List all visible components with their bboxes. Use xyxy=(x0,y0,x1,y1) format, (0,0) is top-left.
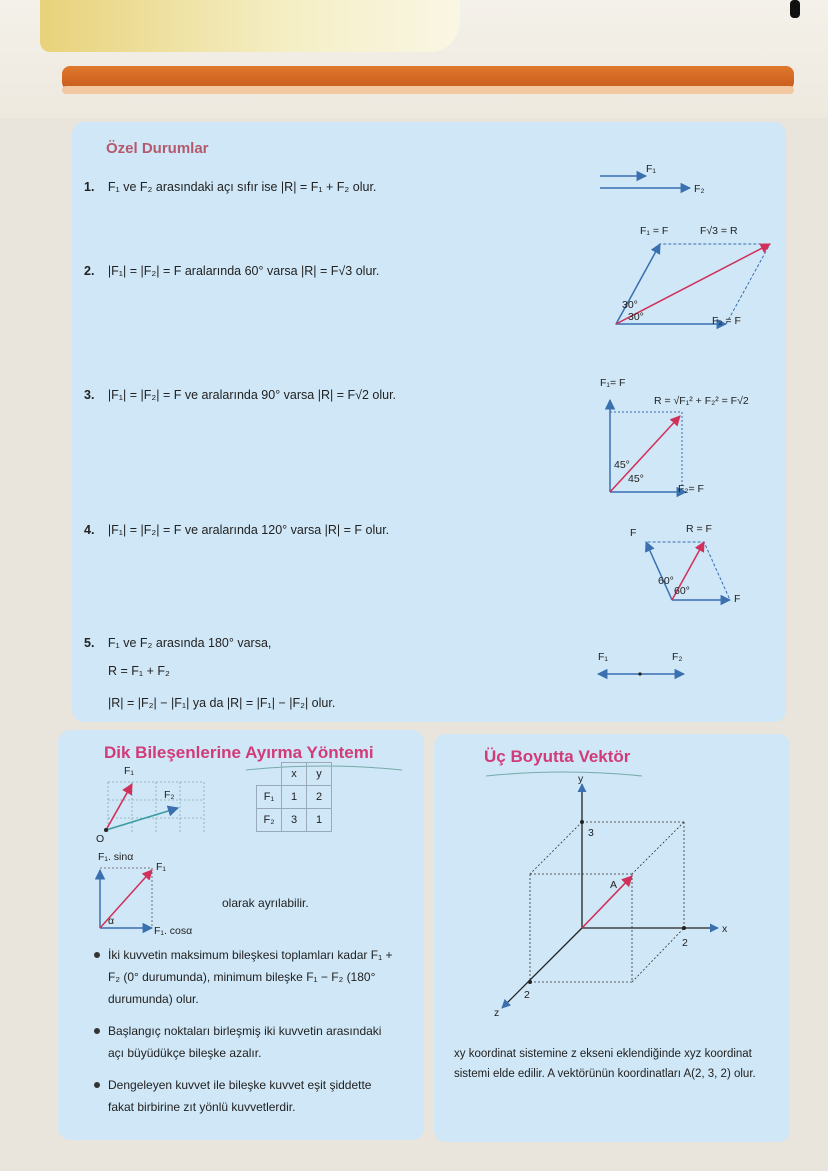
case-3 xyxy=(84,388,396,402)
d2-f1-label: F₁ = F xyxy=(640,225,669,237)
three-d-axes-diagram xyxy=(478,773,758,1019)
case-4-text: |F₁| = |F₂| = F ve aralarında 120° varsa |R| = F olur. xyxy=(107,523,390,537)
page-title: Özel Durumlar xyxy=(106,140,209,157)
binding-mark xyxy=(790,0,800,18)
table-cell: 2 xyxy=(307,786,332,809)
photo-header-decoration xyxy=(40,0,460,52)
axis-x-label: x xyxy=(722,923,728,935)
d1-f2-label: F₂ xyxy=(694,183,705,195)
table-cell: 1 xyxy=(307,809,332,832)
axis-y-label: y xyxy=(578,773,584,785)
grid-origin-label: O xyxy=(96,833,105,845)
diagram-180-degrees xyxy=(596,646,716,686)
d2-r-label: F√3 = R xyxy=(700,225,738,237)
case-5 xyxy=(84,636,271,650)
orange-header-stripe-shadow xyxy=(62,86,794,94)
case-5-text: F₁ ve F₂ arasında 180° varsa, xyxy=(107,636,272,650)
d2-angle-1: 30° xyxy=(622,299,638,311)
table-cell: F₂ xyxy=(257,809,282,832)
table-header-row xyxy=(257,763,332,786)
d4-f2-label: F xyxy=(734,593,741,605)
case-5-number: 5. xyxy=(84,636,95,650)
component-split-diagram xyxy=(94,850,244,940)
table-header-cell: x xyxy=(282,763,307,786)
diagram-same-direction xyxy=(596,162,766,202)
table-row xyxy=(257,809,332,832)
bullet-2: Başlangıç noktaları birleşmiş iki kuvvetin arasındaki açı büyüdükçe bileşke azalır. xyxy=(108,1020,400,1064)
table-row xyxy=(257,786,332,809)
d2-f2-label: F₂ = F xyxy=(712,315,741,327)
tick-z-label: 2 xyxy=(524,989,530,1001)
bullet-3: Dengeleyen kuvvet ile bileşke kuvvet eşit şiddette fakat birbirine zıt yönlü kuvvetlerdir. xyxy=(108,1074,400,1118)
tick-y-label: 3 xyxy=(588,827,594,839)
case-3-number: 3. xyxy=(84,388,95,402)
d3-f1-label: F₁= F xyxy=(600,377,626,389)
table-header-cell xyxy=(257,763,282,786)
d4-r-label: R = F xyxy=(686,523,712,535)
table-cell: 1 xyxy=(282,786,307,809)
diagram-60-degrees xyxy=(604,220,784,340)
diagram-120-degrees xyxy=(626,520,776,610)
vector-a-label: A xyxy=(610,879,618,891)
three-d-caption: xy koordinat sistemine z ekseni eklendiğinde xyz koordinat sistemi elde edilir. A vektörünün koordinatları A(2, 3, 2) olur. xyxy=(454,1048,756,1080)
d3-r-label: R = √F₁² + F₂² = F√2 xyxy=(654,395,749,407)
d3-f2-label: F₂= F xyxy=(678,483,704,495)
d4-angle-2: 60° xyxy=(674,585,690,597)
d3-angle-1: 45° xyxy=(614,459,630,471)
d5-f1-label: F₁ xyxy=(598,651,608,663)
tick-x-label: 2 xyxy=(682,937,688,949)
case-4-number: 4. xyxy=(84,523,95,537)
d1-f1-label: F₁ xyxy=(646,163,656,175)
case-5-magnitude: |R| = |F₂| − |F₁| ya da |R| = |F₁| − |F₂| olur. xyxy=(108,696,336,710)
diagram-90-degrees xyxy=(600,372,780,502)
grid-vector-diagram xyxy=(96,764,216,854)
d5-f2-label: F₂ xyxy=(672,651,683,663)
case-1 xyxy=(84,180,376,194)
components-table xyxy=(256,762,332,832)
comp-alpha-label: α xyxy=(108,915,115,927)
d3-angle-2: 45° xyxy=(628,473,644,485)
components-sentence: olarak ayrılabilir. xyxy=(222,896,309,910)
table-cell: 3 xyxy=(282,809,307,832)
components-title: Dik Bileşenlerine Ayırma Yöntemi xyxy=(104,743,374,762)
case-1-number: 1. xyxy=(84,180,95,194)
table-header-cell: y xyxy=(307,763,332,786)
d4-f-label: F xyxy=(630,527,637,539)
comp-f1-label: F₁ xyxy=(156,861,166,873)
three-d-title: Üç Boyutta Vektör xyxy=(484,747,631,766)
table-cell: F₁ xyxy=(257,786,282,809)
grid-f2-label: F₂ xyxy=(164,789,175,801)
comp-cos-label: F₁. cosα xyxy=(154,925,193,937)
axis-z-label: z xyxy=(494,1007,500,1019)
case-4 xyxy=(84,523,389,537)
case-2-number: 2. xyxy=(84,264,95,278)
case-5-equation: R = F₁ + F₂ xyxy=(108,664,170,678)
case-1-text: F₁ ve F₂ arasındaki açı sıfır ise |R| = F₁ + F₂ olur. xyxy=(107,180,377,194)
comp-sin-label: F₁. sinα xyxy=(98,851,134,863)
case-2 xyxy=(84,264,379,278)
d4-angle-1: 60° xyxy=(658,575,674,587)
grid-f1-label: F₁ xyxy=(124,765,134,777)
case-3-text: |F₁| = |F₂| = F ve aralarında 90° varsa |R| = F√2 olur. xyxy=(107,388,397,402)
case-2-text: |F₁| = |F₂| = F aralarında 60° varsa |R| = F√3 olur. xyxy=(107,264,380,278)
d2-angle-2: 30° xyxy=(628,311,644,323)
bullet-1: İki kuvvetin maksimum bileşkesi toplamları kadar F₁ + F₂ (0° durumunda), minimum bileşke F₁ − F₂ (180° durumunda) olur. xyxy=(108,944,400,1010)
